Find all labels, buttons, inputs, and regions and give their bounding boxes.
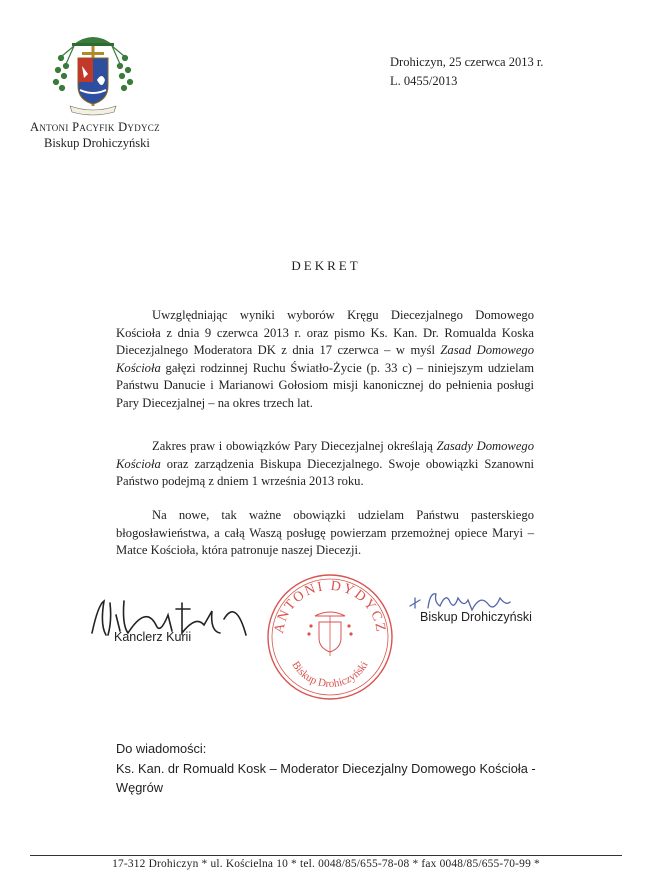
paragraph-text: Uwzględniając wyniki wyborów Kręgu Diecezjalnego Domowego Kościoła z dnia 9 czerwca 2013 r. oraz pismo Ks. Kan. Dr. Romualda Koska Diecezjalnego Moderatora DK z dnia 17 czerwca – w myśl (116, 308, 534, 358)
place-date: Drohiczyn, 25 czerwca 2013 r. (390, 55, 544, 69)
recipients-text: Ks. Kan. dr Romuald Kosk – Moderator Diecezjalny Domowego Kościoła - Węgrów (116, 761, 536, 795)
svg-text:ANTONI DYDYCZ: ANTONI DYDYCZ (271, 578, 389, 635)
bishop-title: Biskup Drohiczyński (44, 136, 150, 150)
paragraph-text: oraz zarządzenia Biskupa Diecezjalnego. Swoje obowiązki Szanowni Państwo podejmą z dniem 1 września 2013 roku. (116, 456, 534, 489)
official-stamp (265, 572, 395, 702)
paragraph-blessing (116, 507, 534, 560)
footer-contact: 17-312 Drohiczyn * ul. Kościelna 10 * tel. 0048/85/655-78-08 * fax 0048/85/655-70-99 * (112, 858, 540, 870)
paragraph-text: gałęzi rodzinnej Ruchu Światło-Życie (p. 33 c) – niniejszym udzielam Państwu Danucie i Marianowi Gołosiom misji kanonicznej do pełnienia posługi Pary Diecezjalnej – na okres trzech lat. (116, 360, 534, 410)
italic-reference: Zasad Domowego Kościoła (116, 343, 534, 375)
paragraph-appointment (116, 307, 534, 413)
paragraph-text: Na nowe, tak ważne obowiązki udzielam Państwu pasterskiego błogosławieństwa, a całą Waszą posługę powierzam przemożnej opiece Maryi – Matce Kościoła, która patronuje naszej Diecezji. (116, 508, 534, 558)
reference-number: L. 0455/2013 (390, 74, 458, 88)
chancellor-label: Kanclerz Kurii (114, 630, 192, 644)
paragraph-duties (116, 438, 534, 491)
bishop-signature-label: Biskup Drohiczyński (420, 610, 532, 624)
recipients-heading: Do wiadomości: (116, 741, 207, 756)
paragraph-text: Zakres praw i obowiązków Pary Diecezjalnej określają (152, 439, 437, 453)
svg-text:Biskup Drohiczyński: Biskup Drohiczyński (289, 659, 371, 691)
footer-divider (30, 855, 622, 856)
episcopal-coat-of-arms-icon (52, 30, 134, 116)
document-title: DEKRET (291, 258, 361, 273)
bishop-name: Antoni Pacyfik Dydycz (30, 120, 160, 134)
italic-reference: Zasady Domowego Kościoła (116, 439, 535, 471)
